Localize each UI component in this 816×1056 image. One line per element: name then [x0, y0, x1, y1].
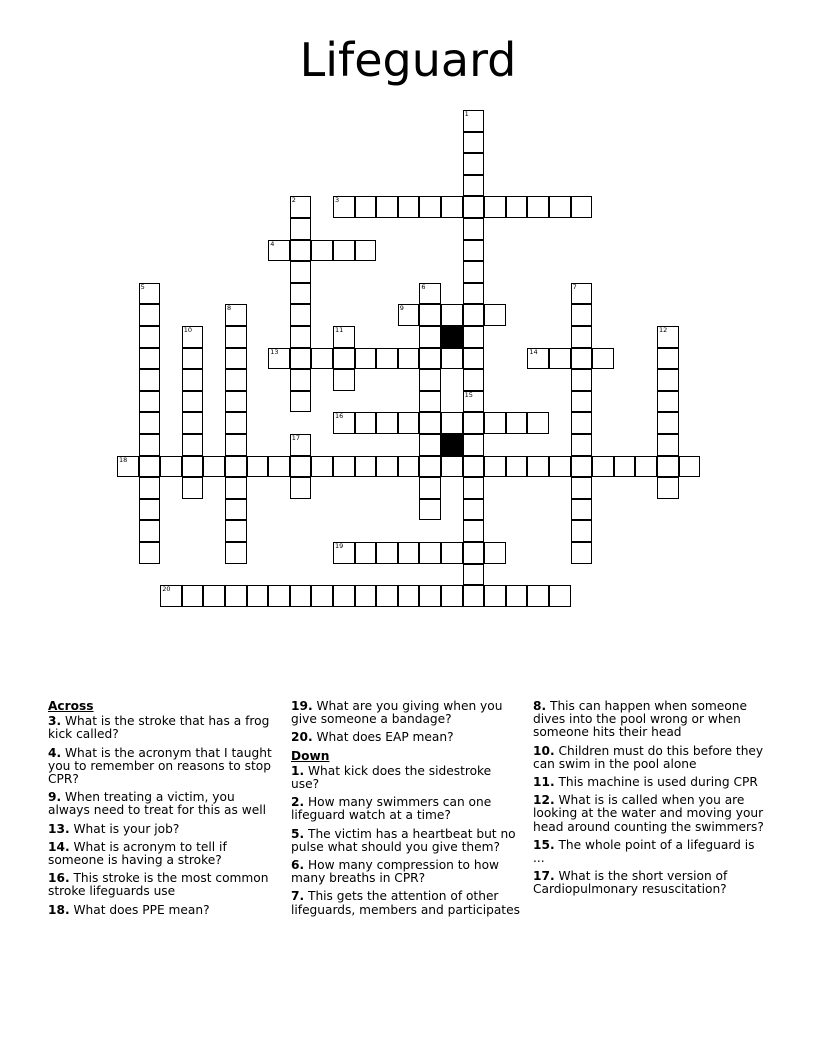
clue-item [291, 700, 523, 726]
grid-cell[interactable] [441, 542, 463, 564]
clue-heading-down: Down [291, 748, 330, 763]
clue-item [533, 776, 765, 789]
clue-heading-across: Across [48, 699, 94, 713]
grid-cell[interactable] [463, 326, 485, 348]
cell-number: 4 [270, 239, 275, 248]
grid-cell[interactable] [290, 196, 312, 218]
clue-text: What is acronym to tell if someone is having a stroke? [48, 839, 227, 868]
grid-cell[interactable] [484, 196, 506, 218]
grid-cell[interactable] [506, 456, 528, 478]
grid-cell[interactable] [463, 434, 485, 456]
cell-number: 11 [335, 326, 344, 334]
clue-text: What does PPE mean? [73, 902, 210, 917]
grid-cell[interactable] [225, 499, 247, 521]
grid-cell[interactable] [203, 456, 225, 478]
grid-cell[interactable] [592, 348, 614, 370]
grid-cell[interactable] [182, 391, 204, 413]
grid-cell[interactable] [463, 175, 485, 197]
grid-cell[interactable] [311, 348, 333, 370]
cell-number: 8 [227, 304, 232, 313]
black-cell [441, 434, 463, 456]
grid-cell[interactable] [571, 369, 593, 391]
grid-cell[interactable] [657, 369, 679, 391]
clue-item [291, 796, 523, 822]
clue-number: 11. [533, 775, 555, 790]
grid-cell[interactable] [182, 412, 204, 434]
grid-cell[interactable] [333, 412, 355, 434]
grid-cell[interactable] [117, 456, 139, 478]
grid-cell[interactable] [139, 369, 161, 391]
grid-cell[interactable] [419, 585, 441, 607]
clue-number: 16. [48, 871, 70, 886]
clue-text: What is is called when you are looking at the water and moving your head around counting the swimmers? [533, 793, 764, 834]
grid-cell[interactable] [571, 520, 593, 542]
clue-item [533, 839, 765, 865]
cell-number: 12 [659, 326, 668, 334]
cell-number: 5 [140, 282, 145, 291]
grid-cell[interactable] [139, 348, 161, 370]
grid-cell[interactable] [463, 412, 485, 434]
grid-cell[interactable] [376, 585, 398, 607]
grid-cell[interactable] [657, 391, 679, 413]
grid-cell[interactable] [463, 542, 485, 564]
grid-cell[interactable] [139, 520, 161, 542]
grid-cell[interactable] [527, 196, 549, 218]
clue-text: The whole point of a lifeguard is ... [533, 837, 755, 866]
clue-column-1 [48, 700, 280, 922]
grid-cell[interactable] [355, 456, 377, 478]
grid-cell[interactable] [527, 412, 549, 434]
grid-cell[interactable] [463, 304, 485, 326]
grid-cell[interactable] [657, 412, 679, 434]
grid-cell[interactable] [441, 304, 463, 326]
grid-cell[interactable] [139, 304, 161, 326]
grid-cell[interactable] [290, 283, 312, 305]
cell-number: 10 [183, 326, 193, 334]
grid-cell[interactable] [527, 456, 549, 478]
grid-cell[interactable] [463, 585, 485, 607]
clue-item [48, 841, 280, 867]
grid-cell[interactable] [355, 542, 377, 564]
grid-cell[interactable] [203, 585, 225, 607]
grid-cell[interactable] [398, 585, 420, 607]
grid-cell[interactable] [333, 348, 355, 370]
grid-cell[interactable] [355, 240, 377, 262]
grid-cell[interactable] [463, 477, 485, 499]
grid-cell[interactable] [571, 456, 593, 478]
clue-number: 14. [48, 839, 70, 854]
grid-cell[interactable] [398, 196, 420, 218]
grid-cell[interactable] [419, 196, 441, 218]
grid-cell[interactable] [311, 585, 333, 607]
grid-cell[interactable] [571, 196, 593, 218]
grid-cell[interactable] [247, 585, 269, 607]
clue-column-3 [533, 700, 765, 902]
clue-text: This can happen when someone dives into the pool wrong or when someone hits their head [533, 699, 747, 740]
grid-cell[interactable] [139, 542, 161, 564]
grid-cell[interactable] [268, 348, 290, 370]
clue-text: This gets the attention of other lifeguards, members and participates [291, 889, 520, 917]
grid-cell[interactable] [182, 326, 204, 348]
grid-cell[interactable] [549, 196, 571, 218]
grid-cell[interactable] [571, 542, 593, 564]
grid-cell[interactable] [225, 369, 247, 391]
grid-cell[interactable] [160, 585, 182, 607]
grid-cell[interactable] [657, 348, 679, 370]
grid-cell[interactable] [225, 348, 247, 370]
grid-cell[interactable] [527, 348, 549, 370]
grid-cell[interactable] [679, 456, 701, 478]
grid-cell[interactable] [463, 499, 485, 521]
grid-cell[interactable] [333, 369, 355, 391]
grid-cell[interactable] [484, 412, 506, 434]
clue-item [533, 700, 765, 740]
grid-cell[interactable] [571, 348, 593, 370]
clue-number: 5. [291, 826, 305, 841]
grid-cell[interactable] [290, 261, 312, 283]
clue-column-2 [291, 700, 523, 922]
grid-cell[interactable] [592, 456, 614, 478]
grid-cell[interactable] [441, 348, 463, 370]
grid-cell[interactable] [139, 283, 161, 305]
grid-cell[interactable] [614, 456, 636, 478]
grid-cell[interactable] [290, 585, 312, 607]
clue-item [48, 904, 280, 917]
grid-cell[interactable] [290, 348, 312, 370]
grid-cell[interactable] [506, 196, 528, 218]
grid-cell[interactable] [571, 391, 593, 413]
clue-number: 18. [48, 902, 70, 917]
grid-cell[interactable] [398, 412, 420, 434]
clue-number: 7. [291, 889, 305, 904]
grid-cell[interactable] [571, 499, 593, 521]
grid-cell[interactable] [333, 542, 355, 564]
cell-number: 14 [529, 347, 538, 356]
grid-cell[interactable] [268, 456, 290, 478]
grid-cell[interactable] [290, 391, 312, 413]
grid-cell[interactable] [225, 412, 247, 434]
grid-cell[interactable] [225, 477, 247, 499]
grid-cell[interactable] [571, 304, 593, 326]
grid-cell[interactable] [441, 585, 463, 607]
cell-number: 1 [464, 110, 469, 118]
grid-cell[interactable] [376, 542, 398, 564]
clue-number: 12. [533, 793, 555, 808]
grid-cell[interactable] [463, 391, 485, 413]
grid-cell[interactable] [571, 477, 593, 499]
grid-cell[interactable] [657, 326, 679, 348]
grid-cell[interactable] [463, 283, 485, 305]
clue-text: What kick does the sidestroke use? [291, 763, 492, 792]
grid-cell[interactable] [182, 477, 204, 499]
grid-cell[interactable] [484, 585, 506, 607]
grid-cell[interactable] [463, 110, 485, 132]
grid-cell[interactable] [311, 240, 333, 262]
grid-cell[interactable] [355, 196, 377, 218]
grid-cell[interactable] [398, 542, 420, 564]
grid-cell[interactable] [484, 456, 506, 478]
grid-cell[interactable] [333, 196, 355, 218]
grid-cell[interactable] [268, 585, 290, 607]
grid-cell[interactable] [527, 585, 549, 607]
cell-number: 9 [399, 304, 404, 313]
grid-cell[interactable] [398, 304, 420, 326]
clue-number: 9. [48, 790, 62, 805]
cell-number: 7 [572, 282, 577, 291]
clue-item [48, 747, 280, 787]
grid-cell[interactable] [657, 477, 679, 499]
grid-cell[interactable] [463, 520, 485, 542]
grid-cell[interactable] [290, 304, 312, 326]
clue-text: What is the acronym that I taught you to remember on reasons to stop CPR? [48, 745, 272, 787]
grid-cell[interactable] [225, 391, 247, 413]
grid-cell[interactable] [441, 196, 463, 218]
cell-number: 19 [335, 542, 344, 550]
grid-cell[interactable] [463, 240, 485, 262]
grid-cell[interactable] [419, 542, 441, 564]
grid-cell[interactable] [355, 412, 377, 434]
cell-number: 13 [270, 347, 279, 356]
grid-cell[interactable] [268, 240, 290, 262]
clue-item [48, 872, 280, 898]
grid-cell[interactable] [657, 434, 679, 456]
cell-number: 3 [335, 196, 340, 205]
clue-number: 1. [291, 763, 305, 778]
cell-number: 20 [162, 585, 171, 594]
puzzle-title: Lifeguard [299, 33, 517, 87]
grid-cell[interactable] [355, 585, 377, 607]
grid-cell[interactable] [419, 412, 441, 434]
grid-cell[interactable] [463, 196, 485, 218]
grid-cell[interactable] [225, 304, 247, 326]
clue-number: 4. [48, 745, 62, 760]
grid-cell[interactable] [225, 326, 247, 348]
grid-cell[interactable] [441, 412, 463, 434]
grid-cell[interactable] [419, 304, 441, 326]
grid-cell[interactable] [419, 348, 441, 370]
grid-cell[interactable] [182, 434, 204, 456]
grid-cell[interactable] [225, 520, 247, 542]
clue-text: What are you giving when you give someone a bandage? [291, 699, 503, 727]
clue-item [291, 828, 523, 854]
clue-item [533, 794, 765, 834]
grid-cell[interactable] [635, 456, 657, 478]
grid-cell[interactable] [139, 412, 161, 434]
grid-cell[interactable] [419, 369, 441, 391]
grid-cell[interactable] [419, 283, 441, 305]
grid-cell[interactable] [463, 348, 485, 370]
grid-cell[interactable] [225, 585, 247, 607]
clue-text: This machine is used during CPR [558, 775, 758, 790]
clue-item [48, 715, 280, 741]
clue-number: 15. [533, 837, 555, 852]
clue-item [291, 859, 523, 885]
grid-cell[interactable] [376, 456, 398, 478]
grid-cell[interactable] [182, 348, 204, 370]
clue-text: What is your job? [73, 821, 180, 836]
grid-cell[interactable] [376, 412, 398, 434]
grid-cell[interactable] [225, 434, 247, 456]
grid-cell[interactable] [247, 456, 269, 478]
grid-cell[interactable] [419, 391, 441, 413]
clue-number: 6. [291, 858, 305, 873]
grid-cell[interactable] [333, 240, 355, 262]
grid-cell[interactable] [549, 585, 571, 607]
clue-text: What does EAP mean? [316, 730, 454, 745]
grid-cell[interactable] [139, 477, 161, 499]
cell-number: 17 [291, 434, 301, 442]
grid-cell[interactable] [225, 542, 247, 564]
clue-number: 13. [48, 821, 70, 836]
grid-cell[interactable] [419, 456, 441, 478]
grid-cell[interactable] [441, 456, 463, 478]
clue-item [533, 745, 765, 771]
grid-cell[interactable] [376, 348, 398, 370]
clue-number: 10. [533, 743, 555, 758]
cell-number: 15 [464, 390, 473, 399]
clue-item [48, 791, 280, 817]
cell-number: 6 [421, 282, 426, 291]
grid-cell[interactable] [463, 132, 485, 154]
clue-text: This stroke is the most common stroke lifeguards use [48, 871, 269, 899]
grid-cell[interactable] [376, 196, 398, 218]
grid-cell[interactable] [311, 456, 333, 478]
clue-number: 8. [533, 699, 547, 713]
grid-cell[interactable] [571, 434, 593, 456]
clue-item [533, 870, 765, 896]
clue-number: 2. [291, 795, 305, 810]
grid-cell[interactable] [398, 348, 420, 370]
grid-cell[interactable] [160, 456, 182, 478]
grid-cell[interactable] [290, 456, 312, 478]
grid-cell[interactable] [484, 542, 506, 564]
grid-cell[interactable] [463, 456, 485, 478]
grid-cell[interactable] [139, 326, 161, 348]
cell-number: 18 [119, 455, 128, 464]
clue-number: 20. [291, 730, 313, 745]
clue-item [291, 731, 523, 744]
cell-number: 16 [335, 412, 344, 421]
clue-text: What is the short version of Cardiopulmonary resuscitation? [533, 869, 728, 897]
grid-cell[interactable] [290, 218, 312, 240]
grid-cell[interactable] [182, 369, 204, 391]
grid-cell[interactable] [549, 348, 571, 370]
grid-cell[interactable] [419, 477, 441, 499]
grid-cell[interactable] [571, 412, 593, 434]
clue-text: The victim has a heartbeat but no pulse what should you give them? [291, 826, 516, 854]
grid-cell[interactable] [225, 456, 247, 478]
grid-cell[interactable] [139, 434, 161, 456]
grid-cell[interactable] [506, 585, 528, 607]
grid-cell[interactable] [571, 326, 593, 348]
cell-number: 2 [291, 196, 296, 205]
grid-cell[interactable] [398, 456, 420, 478]
grid-cell[interactable] [290, 434, 312, 456]
grid-cell[interactable] [419, 499, 441, 521]
grid-cell[interactable] [290, 240, 312, 262]
clue-text: How many compression to how many breaths in CPR? [291, 858, 500, 886]
grid-cell[interactable] [657, 456, 679, 478]
grid-cell[interactable] [463, 261, 485, 283]
grid-cell[interactable] [355, 348, 377, 370]
grid-cell[interactable] [571, 283, 593, 305]
grid-cell[interactable] [139, 456, 161, 478]
grid-cell[interactable] [463, 218, 485, 240]
clue-item [48, 823, 280, 836]
clue-text: Children must do this before they can swim in the pool alone [533, 743, 764, 771]
grid-cell[interactable] [182, 456, 204, 478]
grid-cell[interactable] [139, 391, 161, 413]
grid-cell[interactable] [333, 585, 355, 607]
clue-item [291, 765, 523, 791]
black-cell [441, 326, 463, 348]
grid-cell[interactable] [333, 326, 355, 348]
grid-cell[interactable] [290, 477, 312, 499]
grid-cell[interactable] [419, 434, 441, 456]
grid-cell[interactable] [290, 326, 312, 348]
clue-number: 3. [48, 714, 62, 729]
grid-cell[interactable] [419, 326, 441, 348]
grid-cell[interactable] [290, 369, 312, 391]
grid-cell[interactable] [506, 412, 528, 434]
grid-cell[interactable] [333, 456, 355, 478]
grid-cell[interactable] [484, 304, 506, 326]
clue-number: 17. [533, 869, 555, 884]
grid-cell[interactable] [182, 585, 204, 607]
grid-cell[interactable] [139, 499, 161, 521]
clue-number: 19. [291, 699, 313, 713]
grid-cell[interactable] [463, 369, 485, 391]
clue-text: How many swimmers can one lifeguard watch at a time? [291, 795, 492, 823]
clue-item [291, 890, 523, 916]
clue-text: What is the stroke that has a frog kick called? [48, 714, 270, 742]
grid-cell[interactable] [549, 456, 571, 478]
grid-cell[interactable] [463, 153, 485, 175]
grid-cell[interactable] [463, 564, 485, 586]
clue-text: When treating a victim, you always need to treat for this as well [48, 790, 266, 818]
